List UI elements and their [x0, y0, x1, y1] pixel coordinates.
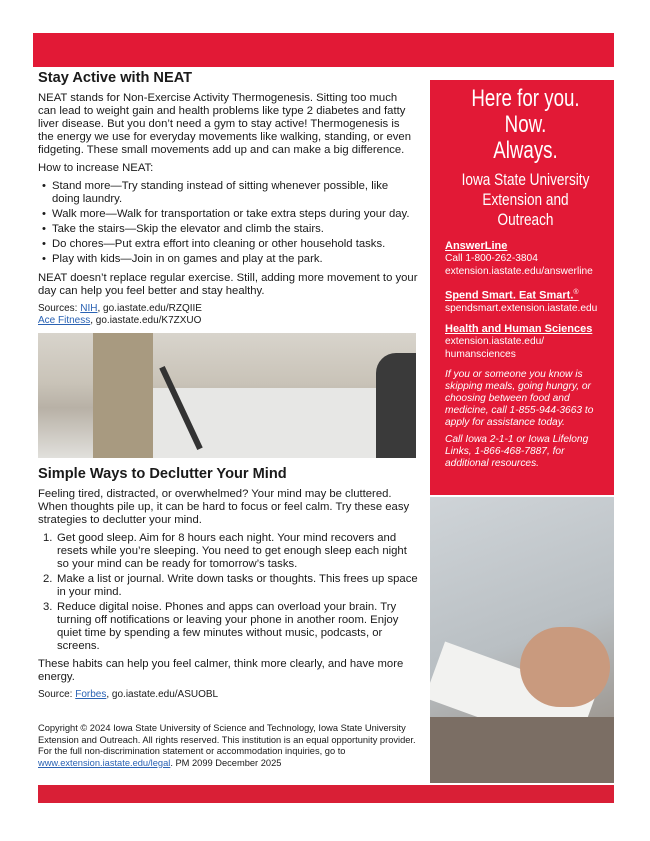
vacuuming-photo [38, 333, 416, 458]
declutter-closing: These habits can help you feel calmer, think more clearly, and have more energy. [38, 658, 404, 683]
org-name: Iowa State University Extension and Outreach [461, 170, 590, 229]
nih-url: , go.iastate.edu/RZQIIE [97, 303, 202, 314]
neat-list [38, 180, 418, 266]
neat-how: How to increase NEAT: [38, 162, 154, 174]
neat-intro: NEAT stands for Non-Exercise Activity Thermogenesis. Sitting too much can lead to weight gain and health problems like type 2 diabetes and fatty liver disease. But you don’t need a gym to stay active! Thermogenesis is the energy we use for everyday movements like walking, standing, or even fidgeting. These small movements add up and can make a big difference. [38, 92, 411, 156]
assistance-note: If you or someone you know is skipping meals, going hungry, or choosing between food and medicine, call 1-855-944-3663 to apply for assistance today. [445, 369, 594, 429]
nih-link[interactable]: NIH [80, 303, 98, 314]
declutter-source: Source: Forbes, go.iastate.edu/ASUOBL [38, 689, 219, 700]
list-item: 3. Reduce digital noise. Phones and apps can overload your brain. Try turning off notifications or leaving your phone in another room. Enjoy quiet time by spending a few minutes without music, podcasts, or screens. [43, 601, 399, 652]
journal-photo [430, 497, 614, 783]
declutter-intro: Feeling tired, distracted, or overwhelmed? Your mind may be cluttered. When thoughts pile up, it can be hard to focus or feel calm. Try these easy strategies to declutter your mind. [38, 488, 410, 526]
list-item: • Take the stairs—Skip the elevator and climb the stairs. [38, 223, 418, 236]
legal-link[interactable]: www.extension.iastate.edu/legal [38, 757, 171, 768]
hhs-heading[interactable]: Health and Human Sciences [445, 323, 593, 336]
copyright: Copyright © 2024 Iowa State University of Science and Technology, Iowa State University Extension and Outreach. All rights reserved. This institution is an equal opportunity provider. For the full non-discrimination statement or accommodation inquiries, go to www.extension.iastate.edu/legal. PM 2099 December 2025 [38, 723, 416, 768]
resources-note: Call Iowa 2-1-1 or Iowa Lifelong Links, 1-866-468-7887, for additional resources. [445, 434, 589, 470]
neat-sources [38, 303, 418, 327]
sources-label: Sources: [38, 303, 81, 314]
list-item: • Do chores—Put extra effort into cleaning or other household tasks. [38, 238, 418, 251]
spendsmart-heading[interactable]: Spend Smart. Eat Smart.® [445, 289, 579, 302]
answerline-heading[interactable]: AnswerLine [445, 240, 508, 252]
contact-panel [430, 80, 614, 495]
declutter-list [38, 532, 418, 653]
answerline-info: Call 1-800-262-3804 extension.iastate.edu/answerline [445, 253, 593, 277]
top-red-bar [33, 33, 614, 67]
spendsmart-url: spendsmart.extension.iastate.edu [445, 302, 598, 314]
declutter-title: Simple Ways to Declutter Your Mind [38, 466, 287, 482]
tagline: Here for you. Now. Always. [471, 85, 580, 164]
list-item: • Stand more—Try standing instead of sitting whenever possible, like doing laundry. [38, 180, 418, 206]
list-item: 1. Get good sleep. Aim for 8 hours each night. Your mind recovers and resets while you’re sleeping. You need to get enough sleep each night so your mind can be ready for tomorrow’s tasks. [43, 532, 407, 570]
list-item: • Play with kids—Join in on games and play at the park. [38, 253, 418, 266]
bottom-red-bar [38, 785, 614, 803]
neat-title: Stay Active with NEAT [38, 70, 193, 86]
ace-fitness-link[interactable]: Ace Fitness [38, 315, 91, 326]
forbes-link[interactable]: Forbes [75, 689, 107, 700]
neat-closing: NEAT doesn’t replace regular exercise. Still, adding more movement to your day can help you feel better and stay healthy. [38, 272, 418, 297]
list-item: 2. Make a list or journal. Write down tasks or thoughts. This frees up space in your mind. [43, 573, 418, 598]
main-column [38, 70, 418, 769]
list-item: • Walk more—Walk for transportation or take extra steps during your day. [38, 208, 418, 221]
hhs-url: extension.iastate.edu/ humansciences [445, 336, 545, 360]
ace-url: , go.iastate.edu/K7ZXUO [90, 315, 202, 326]
